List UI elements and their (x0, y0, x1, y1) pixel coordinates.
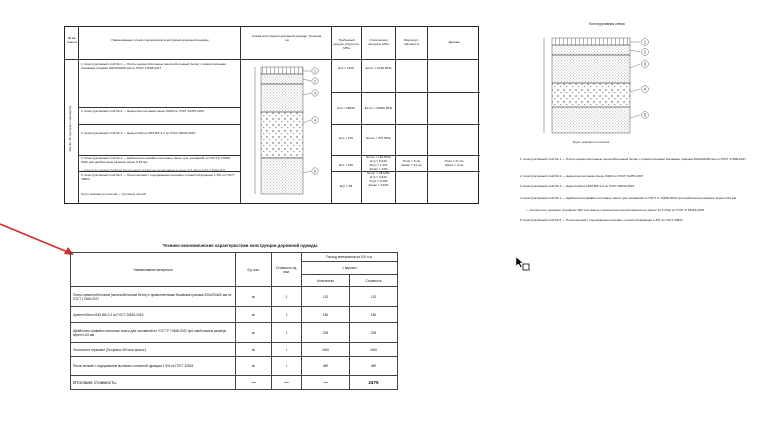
header-static-load: Статическая нагрузка, МПа (368, 38, 389, 46)
econ-row-cost: 1 (272, 287, 302, 307)
econ-row-price: 225 (350, 323, 398, 343)
static-load-3: Eстат = 275 МПа (366, 136, 391, 140)
header-variant-number: № ва-рианта (67, 36, 77, 44)
table-row (71, 357, 398, 376)
layer-description-5: 5. Конструктивный слой № 5 — Песок мелкий с содержанием пылевато-глинистой фракции 1-5% по ГОСТ 32824 (81, 173, 235, 181)
right-note-3: 3. Конструктивный слой № 3 — Цементобетон В15 Btb 2,4 по ГОСТ 26633-2015 (520, 184, 635, 188)
header-required-modulus: Требуемый модуль упругости, МПа (333, 38, 360, 50)
construction-table (64, 26, 479, 204)
scheme-callout-3: 3 (313, 90, 317, 96)
layer-description-3: 3. Конструктивный слой № 3 — Цементобетон В15 Btb 2,4 по ГОСТ 26633-2015 (81, 131, 196, 135)
frost-hmin: Hmin = 8 см (403, 159, 420, 163)
right-note-2: 2. Конструктивный слой № 2 — Цементно-песчаная смесь М100 по ГОСТ 31357-2007 (520, 174, 644, 178)
econ-row-unit: м² (236, 287, 272, 307)
table-row (71, 287, 398, 307)
econ-row-unit: м² (236, 343, 272, 357)
right-callout-4: 4 (643, 86, 647, 92)
static-load-4: Eстат = 120 МПа Етр = 0,940 Кпрч = 1,113 Запас = 13% (366, 155, 391, 171)
header-layers: Наименование слоев и материалов конструкции дорожной одежды (111, 38, 209, 42)
required-modulus-4: Eтр = 120 (339, 163, 353, 167)
scheme-callout-1: 1 (313, 68, 317, 74)
econ-row-cost: 1 (272, 307, 302, 323)
econ-row-qty: 225 (302, 323, 350, 343)
right-subgrade-label: Грунт земляного полотна (572, 140, 610, 144)
right-note-1: 1. Конструктивный слой № 1 — Плиты цементобетонные (железобетонный бетон) с прямоплечными боковыми гранями 300х200х80 мм по ГОСТ 17608-2017 (520, 157, 746, 161)
variant-label: Тип 3а. 30 (тротуар с проездом) (68, 106, 73, 152)
red-arrow-annotation (0, 222, 80, 262)
subgrade-description: Грунт земляного полотна — Суглинок легкий (81, 192, 146, 196)
static-load-2: Eстат = 26000 МПа (364, 106, 393, 110)
econ-row-qty: 450 (302, 357, 350, 376)
layer-description-1: 1. Конструктивный слой № 1 — Плиты цементобетонные (железобетонный бетон) с прямоплечными боковыми гранями 300х200х80 мм по ГОСТ 17608-2017 (81, 62, 226, 70)
table-row (71, 343, 398, 357)
econ-row-cost: 1 (272, 343, 302, 357)
econ-row-qty: 180 (302, 307, 350, 323)
econ-row-unit: м³ (236, 307, 272, 323)
econ-total-value: 2475 (350, 376, 398, 390)
drain-reserve: Запас = 3 см (444, 163, 464, 167)
required-modulus-5: Eтр = 38 (339, 184, 353, 188)
required-modulus-1: Eтр = 2126 (338, 66, 354, 70)
pavement-scheme-drawing (247, 63, 327, 201)
drain-hmin: Hmin = 27 см (444, 159, 464, 163)
economic-characteristics-table (70, 252, 398, 390)
frost-reserve: Запас = 24 см (401, 163, 422, 167)
econ-header-unit: Ед. изм. (236, 253, 272, 287)
econ-header-cost: Стоимость ед. изм. (272, 253, 302, 287)
scheme-callout-2: 2 (313, 78, 317, 84)
right-callout-1: 1 (643, 39, 647, 45)
econ-row-price: 450 (350, 357, 398, 376)
econ-row-qty: 1500 (302, 343, 350, 357)
layer-description-2: 2. Конструктивный слой № 2 — Цементно-песчаная смесь М100 по ГОСТ 31357-2007 (81, 109, 205, 113)
econ-header-name: Наименование материала (71, 253, 236, 287)
right-note-geotextile: — Геополотно термовое (Геофлекс 400 или аналог) прочностью при растяжении не менее 12,5 кН/м по ГОСТ Р 56419-2015 (526, 208, 705, 212)
scheme-callout-5: 5 (313, 168, 317, 174)
static-load-1: Eстат = 2126 МПа (365, 66, 392, 70)
econ-total-unit: — (236, 376, 272, 390)
econ-total-label: Итоговая стоимость: (71, 376, 236, 390)
econ-total-qty: — (302, 376, 350, 390)
econ-header-consumption: Расход материалов на 100 п.м. (302, 253, 398, 262)
econ-row-unit: м³ (236, 323, 272, 343)
right-callout-2: 2 (643, 49, 647, 55)
right-callout-5: 5 (643, 112, 647, 118)
econ-row-unit: м³ (236, 357, 272, 376)
layer-description-4: 4. Конструктивный слой № 4 — Щебёночно-гравийно-песчаные смеси для оснований по ГОСТ Р 70458-2022 при наибольшем размере зёрен 0-63 мм (81, 156, 231, 164)
econ-total-cost: — (272, 376, 302, 390)
header-frost-resistance: Морозоус-тойчивость (403, 38, 420, 46)
econ-row-name: Цементобетон В15 Btb 2,4 по ГОСТ 26633-2015 (71, 307, 236, 323)
right-scheme-drawing (532, 28, 662, 140)
econ-row-name: Геополотно термовое (Геофлекс 400 или аналог) (71, 343, 236, 357)
econ-row-price: 1500 (350, 343, 398, 357)
econ-row-price: 180 (350, 307, 398, 323)
mouse-cursor-icon (515, 256, 531, 272)
econ-header-quantity: Количество (302, 275, 350, 287)
right-note-4: 4. Конструктивный слой № 4 — Щебёночно-гравийно-песчаные смеси для оснований по ГОСТ Р 70458-2022 при наибольшем размере зёрен 0-63 мм (520, 196, 737, 200)
econ-row-price: 120 (350, 287, 398, 307)
econ-row-cost: 1 (272, 323, 302, 343)
right-construction-scheme (520, 22, 768, 272)
right-note-5: 5. Конструктивный слой № 5 — Песок мелкий с содержанием пылевато-глинистой фракции 1-5% по ГОСТ 32824 (520, 218, 683, 222)
scheme-callout-4: 4 (313, 117, 317, 123)
econ-row-name: Щебёночно-гравийно-песчаные смеси для оснований по ГОСТ Р 70458-2022 при наибольшем размере зёрен 0-63 мм (71, 323, 236, 343)
econ-header-price: Стоимость (350, 275, 398, 287)
econ-row-name: Песок мелкий с содержанием пылевато-глинистой фракции 1-5% по ГОСТ 32824 (71, 357, 236, 376)
table-row (71, 307, 398, 323)
right-scheme-title: Конструктивная схема (589, 22, 625, 26)
econ-header-variant: 1 вариант (302, 262, 398, 275)
header-scheme: Схема конструкции дорожной одежды. Толщина, см (251, 34, 323, 42)
table-row-total (71, 376, 398, 390)
required-modulus-3: Eтр = 275 (339, 136, 353, 140)
right-callout-3: 3 (643, 61, 647, 67)
header-drainage: Дренаж (448, 40, 460, 44)
geotextile-note: — Геополотно термовое (Геофлекс 400 или аналог) прочностью при растяжении не менее 12,5 кН/м по ГОСТ Р 56419-2015 (81, 169, 226, 172)
econ-row-qty: 120 (302, 287, 350, 307)
static-load-5: Eстат = 38 МПа Етр = 0,940 Кпрч = 2,290 Запас = 144% (367, 171, 390, 187)
econ-row-cost: 1 (272, 357, 302, 376)
table-row (71, 323, 398, 343)
econ-row-name: Плиты цементобетонные (железобетонный бетон) с прямоплечными боковыми гранями 300х200х80 мм по ГОСТ 17608-2017 (71, 287, 236, 307)
required-modulus-2: Eтр = 26000 (337, 106, 355, 110)
economic-table-title: Технико-экономические характеристики конструкции дорожной одежды (162, 243, 318, 248)
